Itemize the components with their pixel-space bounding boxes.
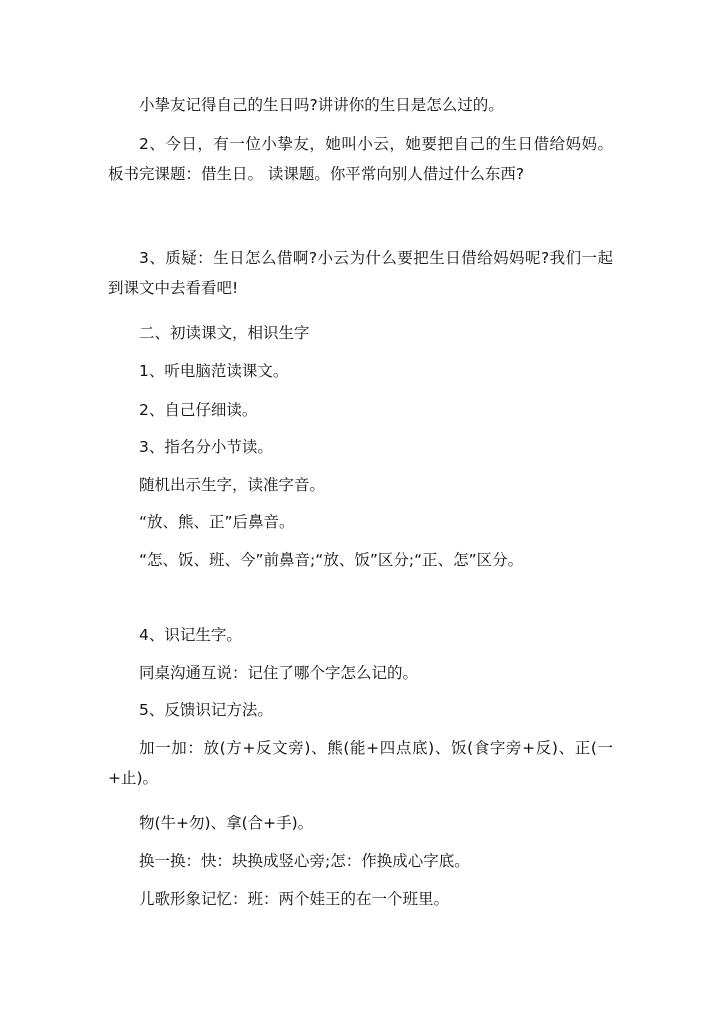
paragraph: “放、熊、正”后鼻音。 [139, 513, 295, 531]
paragraph: 加一加：放(方+反文旁)、熊(能+四点底)、饭(食字旁+反)、正(一+止)。 [108, 739, 613, 787]
paragraph: 同桌沟通互说：记住了哪个字怎么记的。 [139, 664, 419, 682]
paragraph: 4、识记生字。 [139, 626, 242, 644]
paragraph: 3、指名分小节读。 [139, 438, 273, 456]
paragraph: 儿歌形象记忆：班：两个娃王的在一个班里。 [139, 890, 450, 908]
paragraph: 换一换：快：块换成竖心旁;怎：作换成心字底。 [139, 852, 470, 870]
paragraph: 2、今日，有一位小挚友，她叫小云，她要把自己的生日借给妈妈。板书完课题：借生日。 读课题。你平常向别人借过什么东西? [108, 135, 613, 183]
section-heading: 二、初读课文，相识生字 [139, 324, 310, 342]
paragraph: 随机出示生字，读准字音。 [139, 476, 326, 494]
paragraph: 2、自己仔细读。 [139, 401, 258, 419]
paragraph: “怎、饭、班、今”前鼻音;“放、饭”区分;“正、怎”区分。 [139, 551, 524, 569]
paragraph: 1、听电脑范读课文。 [139, 362, 289, 380]
paragraph: 3、质疑：生日怎么借啊?小云为什么要把生日借给妈妈呢?我们一起到课文中去看看吧! [108, 249, 613, 297]
paragraph: 物(牛+勿)、拿(合+手)。 [139, 814, 314, 832]
paragraph: 5、反馈识记方法。 [139, 701, 273, 719]
paragraph: 小挚友记得自己的生日吗?讲讲你的生日是怎么过的。 [139, 96, 504, 114]
